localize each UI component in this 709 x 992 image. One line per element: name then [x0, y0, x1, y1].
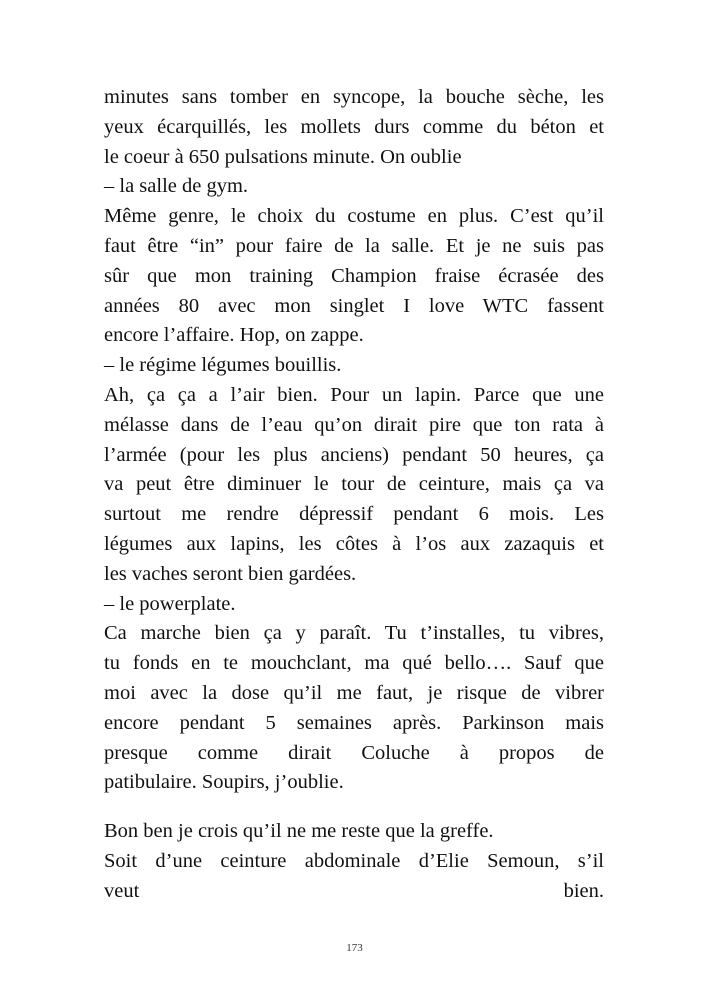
text-line: moi avec la dose qu’il me faut, je risque de vibrer: [104, 681, 604, 704]
text-line: Bon ben je crois qu’il ne me reste que la greffe.: [104, 820, 494, 842]
text-line: veut bien.: [104, 879, 604, 902]
text-line: sûr que mon training Champion fraise écrasée des: [104, 264, 604, 287]
text-line: yeux écarquillés, les mollets durs comme du béton et: [104, 115, 604, 138]
text-line: – le powerplate.: [104, 592, 236, 615]
text-line: patibulaire. Soupirs, j’oublie.: [104, 771, 344, 794]
text-line: – le régime légumes bouillis.: [104, 354, 342, 377]
text-line: va peut être diminuer le tour de ceinture, mais ça va: [104, 473, 604, 496]
text-line: – la salle de gym.: [104, 175, 249, 198]
text-line: Même genre, le choix du costume en plus. C’est qu’il: [104, 205, 604, 228]
text-line: les vaches seront bien gardées.: [104, 562, 357, 585]
text-line: surtout me rendre dépressif pendant 6 mois. Les: [104, 503, 604, 526]
text-line: légumes aux lapins, les côtes à l’os aux zazaquis et: [104, 532, 604, 555]
text-line: faut être “in” pour faire de la salle. Et je ne suis pas: [104, 234, 604, 257]
text-block-closing: [104, 817, 604, 906]
text-block-main: [104, 83, 604, 798]
text-line: Ca marche bien ça y paraît. Tu t’installes, tu vibres,: [104, 622, 604, 645]
text-line: Ah, ça ça a l’air bien. Pour un lapin. Parce que une: [104, 383, 604, 406]
text-line: Soit d’une ceinture abdominale d’Elie Semoun, s’il: [104, 849, 604, 872]
text-line: minutes sans tomber en syncope, la bouche sèche, les: [104, 86, 604, 108]
text-line: années 80 avec mon singlet I love WTC fassent: [104, 294, 604, 317]
page-number: 173: [346, 942, 363, 954]
text-line: encore l’affaire. Hop, on zappe.: [104, 324, 364, 347]
text-line: tu fonds en te mouchclant, ma qué bello…. Sauf que: [104, 652, 604, 675]
text-line: encore pendant 5 semaines après. Parkinson mais: [104, 711, 604, 734]
text-line: presque comme dirait Coluche à propos de: [104, 741, 604, 764]
text-line: l’armée (pour les plus anciens) pendant 50 heures, ça: [104, 443, 604, 466]
text-line: mélasse dans de l’eau qu’on dirait pire que ton rata à: [104, 413, 604, 436]
text-line: le coeur à 650 pulsations minute. On oublie: [104, 145, 462, 168]
